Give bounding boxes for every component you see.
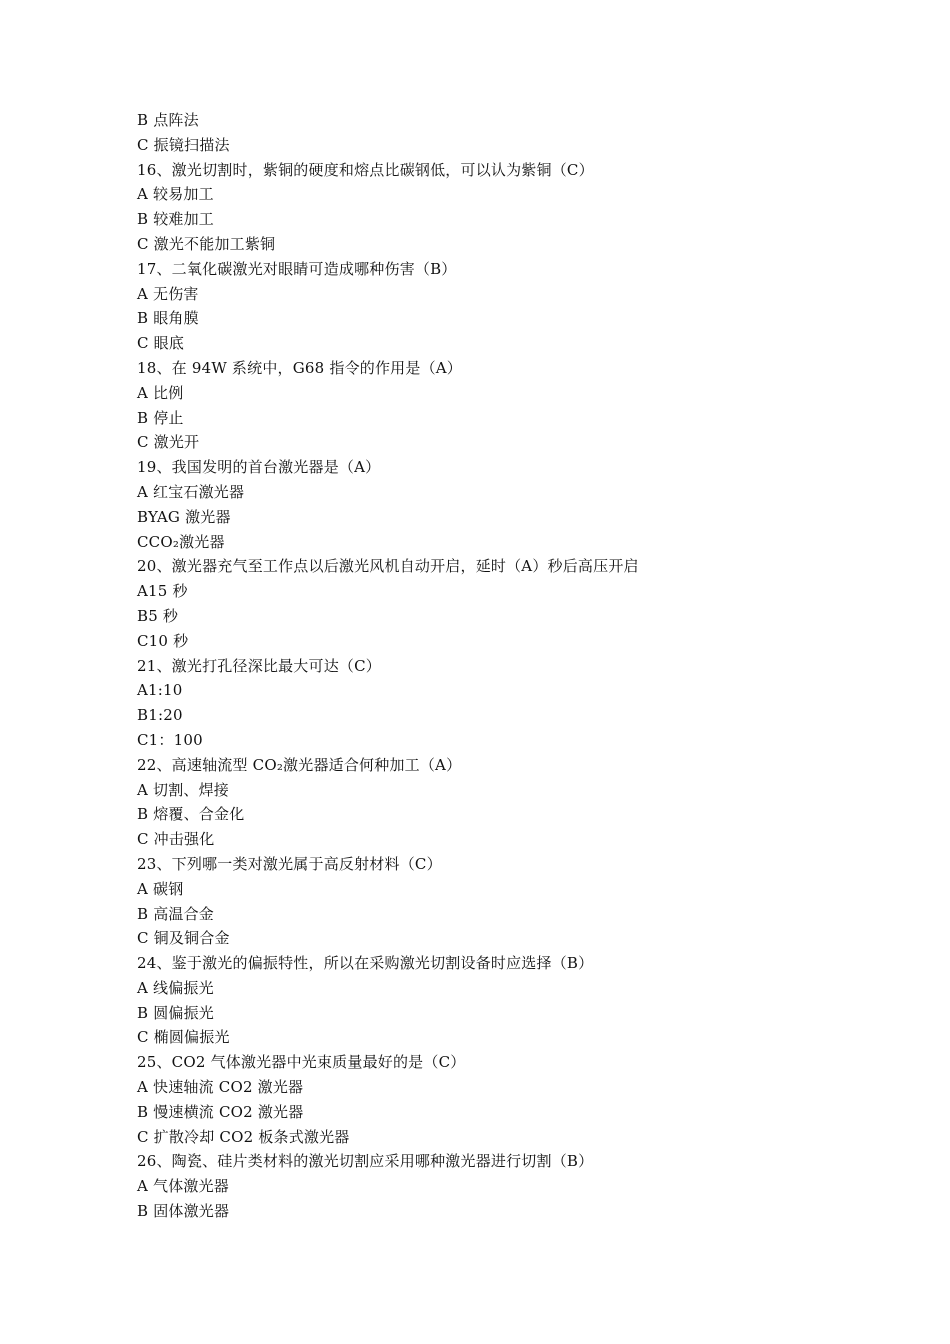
option-line: C 激光不能加工紫铜 bbox=[137, 234, 276, 253]
option-line: C1：100 bbox=[137, 730, 203, 749]
option-line: A 线偏振光 bbox=[137, 978, 214, 997]
question-line: 23、下列哪一类对激光属于高反射材料（C） bbox=[137, 854, 442, 873]
option-line: CCO₂激光器 bbox=[137, 532, 225, 551]
option-line: B 固体激光器 bbox=[137, 1202, 230, 1221]
question-line: 20、激光器充气至工作点以后激光风机自动开启，延时（A）秒后高压开启 bbox=[137, 557, 639, 576]
option-line: B 慢速横流 CO2 激光器 bbox=[137, 1102, 304, 1121]
question-line: 16、激光切割时，紫铜的硬度和熔点比碳钢低，可以认为紫铜（C） bbox=[137, 160, 594, 179]
option-line: A 无伤害 bbox=[137, 284, 199, 303]
option-line: A15 秒 bbox=[137, 582, 188, 601]
option-line: C 冲击强化 bbox=[137, 830, 215, 849]
question-line: 17、二氧化碳激光对眼睛可造成哪种伤害（B） bbox=[137, 259, 457, 278]
option-line: C 扩散冷却 CO2 板条式激光器 bbox=[137, 1127, 350, 1146]
option-line: A 红宝石激光器 bbox=[137, 482, 245, 501]
option-line: B 停止 bbox=[137, 408, 184, 427]
option-line: C 椭圆偏振光 bbox=[137, 1028, 230, 1047]
question-line: 26、陶瓷、硅片类材料的激光切割应采用哪种激光器进行切割（B） bbox=[137, 1152, 594, 1171]
option-line: A 碳钢 bbox=[137, 879, 184, 898]
option-line: A 比例 bbox=[137, 383, 184, 402]
option-line: B 点阵法 bbox=[137, 111, 199, 129]
question-list bbox=[137, 108, 837, 1224]
option-line: C 激光开 bbox=[137, 433, 200, 452]
option-line: C10 秒 bbox=[137, 631, 189, 650]
option-line: B5 秒 bbox=[137, 606, 179, 625]
option-line: C 铜及铜合金 bbox=[137, 929, 230, 948]
option-line: B 圆偏振光 bbox=[137, 1003, 214, 1022]
question-line: 24、鉴于激光的偏振特性，所以在采购激光切割设备时应选择（B） bbox=[137, 954, 594, 973]
question-line: 18、在 94W 系统中，G68 指令的作用是（A） bbox=[137, 358, 462, 377]
option-line: A 切割、焊接 bbox=[137, 780, 230, 799]
option-line: A 快速轴流 CO2 激光器 bbox=[137, 1078, 304, 1097]
option-line: C 振镜扫描法 bbox=[137, 135, 230, 154]
question-line: 25、CO2 气体激光器中光束质量最好的是（C） bbox=[137, 1053, 466, 1072]
question-line: 19、我国发明的首台激光器是（A） bbox=[137, 458, 381, 477]
question-line: 22、高速轴流型 CO₂激光器适合何种加工（A） bbox=[137, 755, 462, 774]
option-line: A 气体激光器 bbox=[137, 1177, 230, 1196]
option-line: B 眼角膜 bbox=[137, 309, 199, 328]
question-line: 21、激光打孔径深比最大可达（C） bbox=[137, 656, 381, 675]
option-line: B1:20 bbox=[137, 706, 183, 725]
option-line: A1:10 bbox=[137, 681, 183, 700]
option-line: B 高温合金 bbox=[137, 904, 214, 923]
option-line: A 较易加工 bbox=[137, 185, 214, 204]
option-line: C 眼底 bbox=[137, 334, 185, 353]
option-line: B 熔覆、合金化 bbox=[137, 805, 245, 824]
option-line: B 较难加工 bbox=[137, 210, 214, 229]
option-line: BYAG 激光器 bbox=[137, 507, 231, 526]
